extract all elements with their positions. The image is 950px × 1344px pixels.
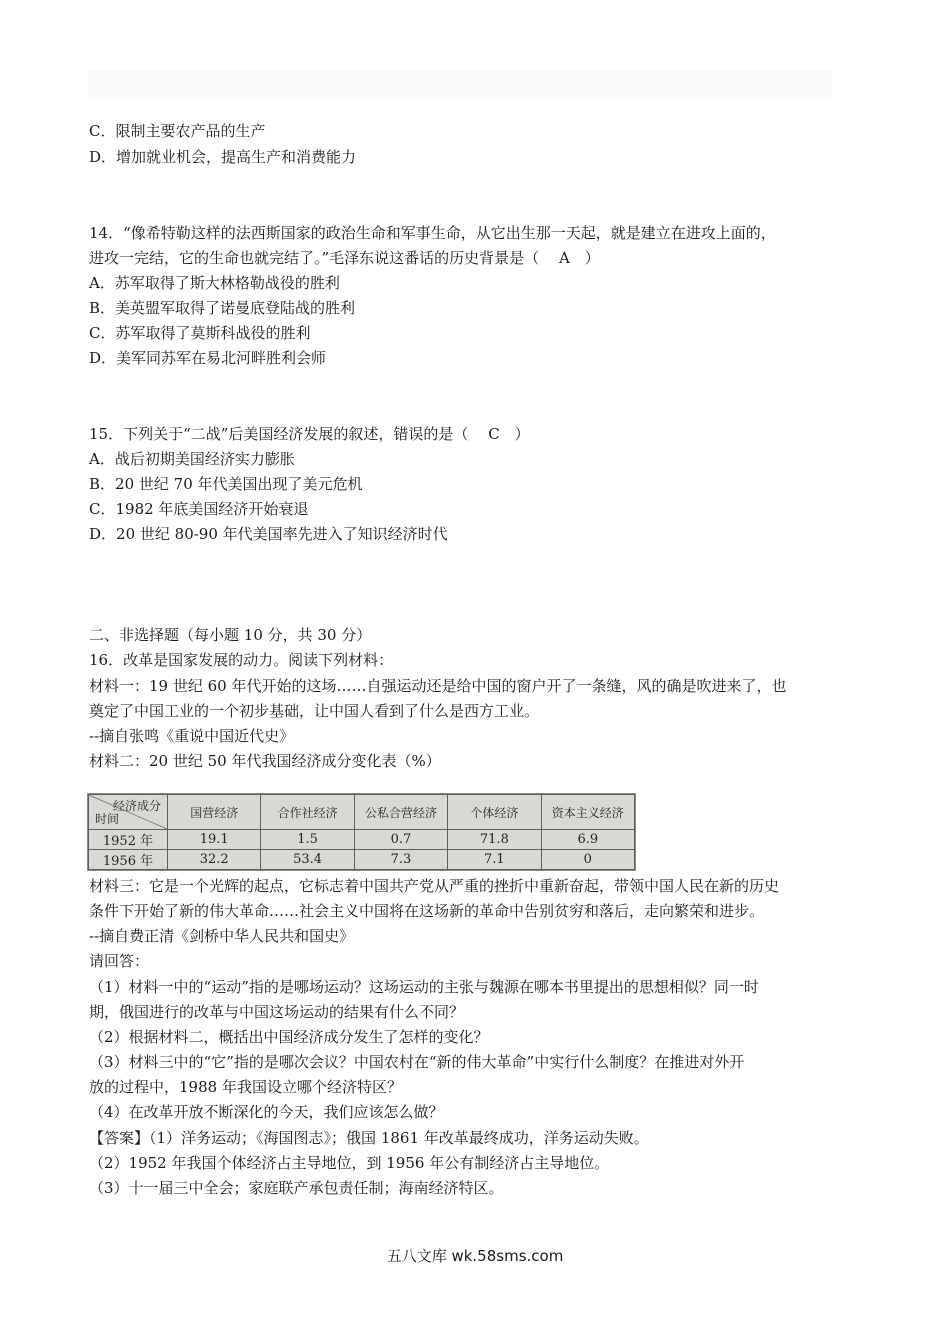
sub-question-1-cont: 期，俄国进行的改革与中国这场运动的结果有什么不同？ <box>89 1003 465 1021</box>
table-header-cell: 个体经济 <box>448 795 541 830</box>
question-14-stem-cont: 进攻一完结，它的生命也就完结了。”毛泽东说这番话的历史背景是（ A ） <box>89 249 600 267</box>
table-header-cell: 公私合营经济 <box>354 795 447 830</box>
option-14b: B．美英盟军取得了诺曼底登陆战的胜利 <box>89 299 356 317</box>
table-corner-cell <box>89 795 168 830</box>
option-14c: C．苏军取得了莫斯科战役的胜利 <box>89 324 311 342</box>
question-16-stem: 16．改革是国家发展的动力。阅读下列材料： <box>89 651 394 669</box>
material-2-title: 材料二：20 世纪 50 年代我国经济成分变化表（%） <box>89 752 441 770</box>
material-1-cont: 奠定了中国工业的一个初步基础，让中国人看到了什么是西方工业。 <box>89 702 540 720</box>
table-row <box>89 830 635 850</box>
row-year-cell: 1956 年 <box>89 850 168 870</box>
section-heading: 二、非选择题（每小题 10 分，共 30 分） <box>89 626 372 644</box>
table-cell: 6.9 <box>541 830 634 850</box>
corner-top-label: 经济成分 <box>112 799 161 813</box>
option-15b: B．20 世纪 70 年代美国出现了美元危机 <box>89 475 363 493</box>
option-15c: C．1982 年底美国经济开始衰退 <box>89 500 309 518</box>
table-cell: 53.4 <box>261 850 354 870</box>
answer-2: （2）1952 年我国个体经济占主导地位，到 1956 年公有制经济占主导地位。 <box>89 1154 610 1172</box>
table-cell: 71.8 <box>448 830 541 850</box>
page-header-band <box>88 70 832 100</box>
option-13d: D．增加就业机会，提高生产和消费能力 <box>89 148 357 166</box>
table-row <box>89 850 635 870</box>
option-15d: D．20 世纪 80-90 年代美国率先进入了知识经济时代 <box>89 525 448 543</box>
table-cell: 0.7 <box>354 830 447 850</box>
option-14d: D．美军同苏军在易北河畔胜利会师 <box>89 349 327 367</box>
sub-question-2: （2）根据材料二，概括出中国经济成分发生了怎样的变化？ <box>89 1028 489 1046</box>
material-3-cont: 条件下开始了新的伟大革命……社会主义中国将在这场新的革命中告别贫穷和落后，走向繁荣和进步。 <box>89 902 765 920</box>
row-year-cell: 1952 年 <box>89 830 168 850</box>
sub-question-3: （3）材料三中的“它”指的是哪次会议？中国农村在“新的伟大革命”中实行什么制度？在推进对外开 <box>89 1053 745 1071</box>
sub-question-3-cont: 放的过程中，1988 年我国设立哪个经济特区？ <box>89 1078 402 1096</box>
sub-question-4: （4）在改革开放不断深化的今天，我们应该怎么做？ <box>89 1103 444 1121</box>
economy-composition-table <box>87 793 636 871</box>
sub-question-1: （1）材料一中的“运动”指的是哪场运动？这场运动的主张与魏源在哪本书里提出的思想相似？同一时 <box>89 978 759 996</box>
question-14-stem: 14．“像希特勒这样的法西斯国家的政治生命和军事生命，从它出生那一天起，就是建立在进攻上面的， <box>89 224 776 242</box>
footer-watermark: 五八文库 wk.58sms.com <box>386 1247 564 1265</box>
answer-prompt: 请回答： <box>89 952 150 970</box>
table-cell: 0 <box>541 850 634 870</box>
material-3: 材料三：它是一个光辉的起点，它标志着中国共产党从严重的挫折中重新奋起，带领中国人民在新的历史 <box>89 877 780 895</box>
table-header-row <box>89 795 635 830</box>
answer-3: （3）十一届三中全会；家庭联产承包责任制；海南经济特区。 <box>89 1179 504 1197</box>
table-cell: 7.1 <box>448 850 541 870</box>
table-cell: 1.5 <box>261 830 354 850</box>
answer-1: 【答案】（1）洋务运动；《海国图志》；俄国 1861 年改革最终成功，洋务运动失败。 <box>89 1129 649 1147</box>
table-cell: 32.2 <box>168 850 261 870</box>
table-header-cell: 合作社经济 <box>261 795 354 830</box>
option-15a: A．战后初期美国经济实力膨胀 <box>89 450 295 468</box>
table-cell: 19.1 <box>168 830 261 850</box>
table-header-cell: 国营经济 <box>168 795 261 830</box>
question-15-stem: 15．下列关于“二战”后美国经济发展的叙述，错误的是（ C ） <box>89 425 530 443</box>
table-header-cell: 资本主义经济 <box>541 795 634 830</box>
corner-bottom-label: 时间 <box>95 812 120 826</box>
option-14a: A．苏军取得了斯大林格勒战役的胜利 <box>89 274 340 292</box>
material-1: 材料一：19 世纪 60 年代开始的这场……自强运动还是给中国的窗户开了一条缝，风的确是吹进来了，也 <box>89 677 787 695</box>
table-cell: 7.3 <box>354 850 447 870</box>
option-13c: C．限制主要农产品的生产 <box>89 122 266 140</box>
material-1-source: --摘自张鸣《重说中国近代史》 <box>89 727 295 745</box>
material-3-source: --摘自费正清《剑桥中华人民共和国史》 <box>89 927 355 945</box>
